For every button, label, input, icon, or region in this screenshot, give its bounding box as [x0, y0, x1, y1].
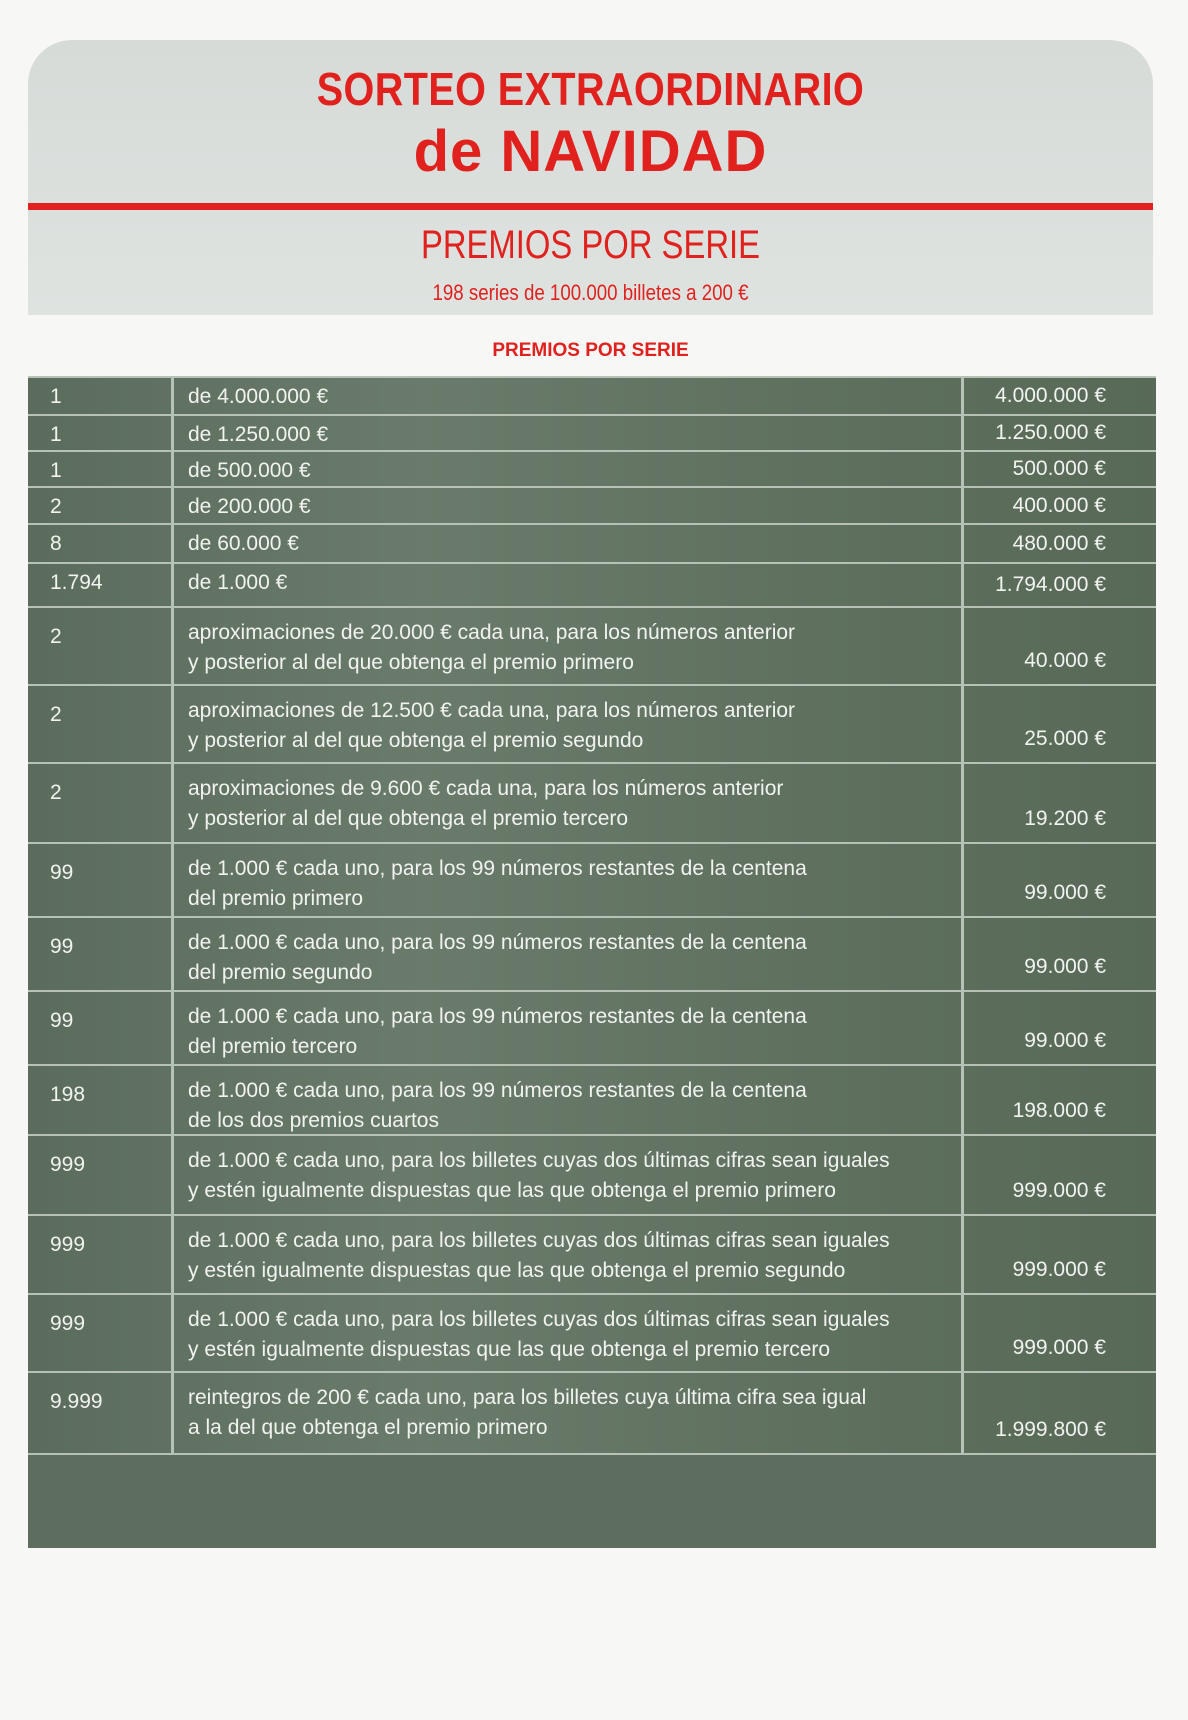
prize-total: 19.200 €: [1024, 807, 1106, 830]
prize-description: de 1.000 € cada uno, para los billetes cuyas dos últimas cifras sean iguales y estén igualmente dispuestas que las que obtenga el premio segundo: [174, 1216, 964, 1293]
prize-count: 2: [28, 488, 174, 523]
prize-total: 4.000.000 €: [995, 384, 1106, 407]
prize-count: 999: [28, 1295, 174, 1371]
prize-description: de 1.000 € cada uno, para los 99 números restantes de la centena de los dos premios cuartos: [174, 1066, 964, 1134]
table-row: [28, 1066, 1156, 1136]
title-line-2: de NAVIDAD: [413, 119, 768, 184]
prize-description: de 1.000 € cada uno, para los billetes cuyas dos últimas cifras sean iguales y estén igualmente dispuestas que las que obtenga el premio primero: [174, 1136, 964, 1214]
prize-total: 99.000 €: [1024, 881, 1106, 904]
prize-count: 2: [28, 608, 174, 684]
prize-count: 8: [28, 525, 174, 562]
title-line-1: SORTEO EXTRAORDINARIO: [316, 63, 865, 115]
prize-total: 1.250.000 €: [995, 421, 1106, 444]
prize-description: de 4.000.000 €: [174, 378, 964, 414]
prize-total: 400.000 €: [1012, 493, 1106, 517]
prize-count: 198: [28, 1066, 174, 1134]
prize-description: de 1.250.000 €: [174, 416, 964, 450]
table-row: [28, 1295, 1156, 1373]
table-row: [28, 686, 1156, 764]
table-row: [28, 452, 1156, 488]
table-row: [28, 525, 1156, 564]
prize-description: de 1.000 €: [174, 564, 964, 606]
table-row: [28, 844, 1156, 918]
table-row: [28, 1136, 1156, 1216]
prize-total: 480.000 €: [1012, 531, 1106, 555]
prize-count: 9.999: [28, 1373, 174, 1453]
table-row: [28, 764, 1156, 844]
prize-description: aproximaciones de 12.500 € cada una, para los números anterior y posterior al del que obtenga el premio segundo: [174, 686, 964, 762]
prize-description: de 500.000 €: [174, 452, 964, 486]
prize-total: 198.000 €: [1012, 1099, 1106, 1122]
prize-total: 99.000 €: [1024, 1029, 1106, 1052]
prize-description: de 200.000 €: [174, 488, 964, 523]
prize-description: aproximaciones de 20.000 € cada una, para los números anterior y posterior al del que obtenga el premio primero: [174, 608, 964, 684]
table-row: [28, 488, 1156, 525]
series-note: 198 series de 100.000 billetes a 200 €: [432, 280, 749, 305]
prize-total: 999.000 €: [1012, 1336, 1106, 1359]
prize-description: de 1.000 € cada uno, para los 99 números restantes de la centena del premio tercero: [174, 992, 964, 1064]
prize-count: 1.794: [28, 564, 174, 606]
title-divider: [28, 203, 1153, 210]
prize-count: 2: [28, 686, 174, 762]
prize-count: 999: [28, 1216, 174, 1293]
prize-table: [28, 376, 1156, 1548]
prize-count: 999: [28, 1136, 174, 1214]
prize-description: reintegros de 200 € cada uno, para los billetes cuya última cifra sea igual a la del que obtenga el premio primero: [174, 1373, 964, 1453]
prize-description: aproximaciones de 9.600 € cada una, para los números anterior y posterior al del que obtenga el premio tercero: [174, 764, 964, 842]
prize-count: 1: [28, 378, 174, 414]
prize-total: 25.000 €: [1024, 727, 1106, 750]
prize-total: 40.000 €: [1024, 649, 1106, 672]
subtitle: PREMIOS POR SERIE: [420, 223, 760, 267]
prize-count: 1: [28, 452, 174, 486]
prize-description: de 1.000 € cada uno, para los billetes cuyas dos últimas cifras sean iguales y estén igualmente dispuestas que las que obtenga el premio tercero: [174, 1295, 964, 1371]
table-row: [28, 1216, 1156, 1295]
prize-description: de 1.000 € cada uno, para los 99 números restantes de la centena del premio primero: [174, 844, 964, 916]
prize-count: 2: [28, 764, 174, 842]
table-row: [28, 1373, 1156, 1455]
prize-total: 1.794.000 €: [995, 573, 1106, 596]
prize-count: 99: [28, 918, 174, 990]
prize-total: 99.000 €: [1024, 955, 1106, 978]
prize-description: de 1.000 € cada uno, para los 99 números restantes de la centena del premio segundo: [174, 918, 964, 990]
header-panel: [28, 40, 1153, 315]
table-row: [28, 564, 1156, 608]
table-row: [28, 918, 1156, 992]
prize-total: 500.000 €: [1012, 457, 1106, 480]
table-row: [28, 608, 1156, 686]
prize-count: 99: [28, 992, 174, 1064]
table-row: [28, 378, 1156, 416]
table-row: [28, 416, 1156, 452]
prize-total: 999.000 €: [1012, 1258, 1106, 1281]
prize-total: 999.000 €: [1012, 1179, 1106, 1202]
table-row: [28, 992, 1156, 1066]
prize-count: 99: [28, 844, 174, 916]
prize-description: de 60.000 €: [174, 525, 964, 562]
prize-count: 1: [28, 416, 174, 450]
prize-total: 1.999.800 €: [995, 1418, 1106, 1441]
table-caption: PREMIOS POR SERIE: [492, 340, 689, 361]
